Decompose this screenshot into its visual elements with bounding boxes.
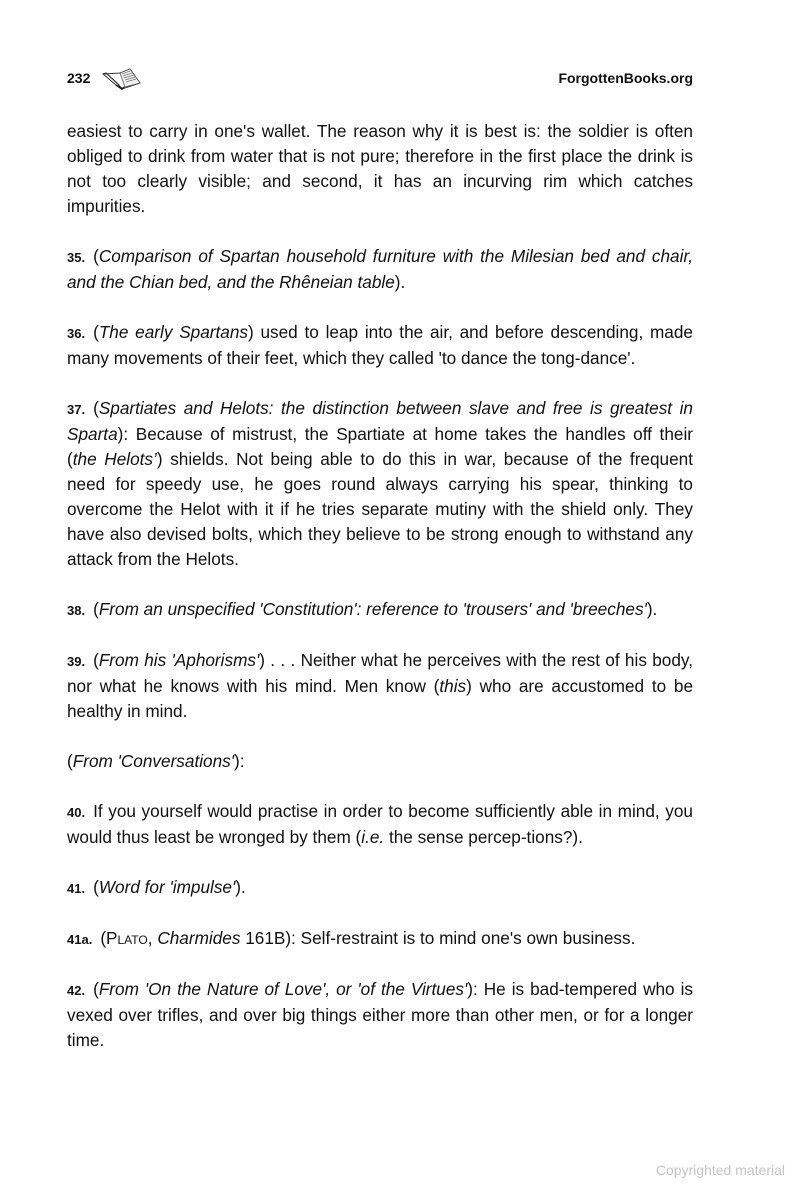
italic-text: From his 'Aphorisms' bbox=[98, 650, 260, 670]
fragment-number: 41. bbox=[67, 881, 86, 896]
italic-text: Charmides bbox=[157, 928, 241, 948]
text-segment: ). bbox=[235, 877, 246, 897]
text-segment: If you yourself would practise in order to become sufficiently able in mind, you would thus least be wronged by them ( bbox=[67, 801, 693, 847]
text-segment: ( bbox=[93, 877, 99, 897]
copyright-watermark: Copyrighted material bbox=[655, 1162, 785, 1178]
fragment-number: 42. bbox=[67, 983, 86, 998]
fragment-number: 38. bbox=[67, 603, 86, 618]
paragraph bbox=[67, 749, 693, 774]
fragment-number: 35. bbox=[67, 250, 86, 265]
paragraph bbox=[67, 119, 693, 219]
fragment-41 bbox=[67, 875, 693, 901]
italic-text: Comparison of Spartan household furniture with the Milesian bed and chair, and the Chian bed, and the Rhêneian table bbox=[67, 246, 693, 292]
text-segment: ( bbox=[93, 979, 99, 999]
fragment-number: 39. bbox=[67, 654, 86, 669]
text-segment: ): He is bad-tempered who is vexed over trifles, and over big things either more than other men, or for a longer time. bbox=[67, 979, 694, 1050]
fragment-number: 36. bbox=[67, 326, 86, 341]
fragment-42 bbox=[67, 977, 693, 1053]
text-segment: ( bbox=[93, 599, 99, 619]
text-segment: ) shields. Not being able to do this in war, because of the frequent need for speedy use, he goes round always carrying his spear, thinking to overcome the Helot with it if he tries separate mutiny with the shield only. They have also devised bolts, which they believe to be strong enough to withstand any attack from the Helots. bbox=[67, 449, 693, 569]
italic-text: The early Spartans bbox=[98, 322, 248, 342]
italic-text: From 'On the Nature of Love', or 'of the Virtues' bbox=[98, 979, 468, 999]
header-left bbox=[67, 65, 144, 91]
fragment-36 bbox=[67, 320, 693, 371]
body-text bbox=[67, 119, 693, 1078]
text-segment: easiest to carry in one's wallet. The reason why it is best is: the soldier is often obliged to drink from water that is not pure; therefore in the first place the drink is not too clearly visible; and second, it has an incurving rim which catches impurities. bbox=[67, 121, 693, 216]
fragment-number: 37. bbox=[67, 402, 86, 417]
small-caps-text: Plato bbox=[106, 928, 148, 948]
fragment-35 bbox=[67, 244, 693, 295]
text-segment: ( bbox=[100, 928, 107, 948]
text-segment: ) used to leap into the air, and before descending, made many movements of their feet, which they called 'to dance the tong-dance'. bbox=[67, 322, 693, 368]
text-segment: ): Because of mistrust, the Spartiate at home takes the handles off their ( bbox=[67, 424, 693, 469]
italic-text: From 'Conversations' bbox=[72, 751, 235, 771]
text-segment: , bbox=[147, 928, 158, 948]
text-segment: ) who are accustomed to be healthy in mind. bbox=[67, 676, 693, 721]
text-segment: the sense percep-tions?). bbox=[384, 827, 583, 847]
site-name: ForgottenBooks.org bbox=[558, 70, 693, 86]
open-book-icon bbox=[100, 65, 144, 91]
text-segment: ( bbox=[93, 322, 99, 342]
text-segment: ) . . . Neither what he perceives with the rest of his body, nor what he knows with his mind. Men know ( bbox=[67, 650, 693, 696]
text-segment: ( bbox=[67, 751, 73, 771]
text-segment: ( bbox=[93, 398, 99, 418]
italic-text: the Helots’ bbox=[72, 449, 157, 469]
text-segment: 161B): Self-restraint is to mind one's own business. bbox=[240, 928, 636, 948]
fragment-38 bbox=[67, 597, 693, 623]
italic-text: Word for 'impulse' bbox=[98, 877, 236, 897]
fragment-40 bbox=[67, 799, 693, 850]
text-segment: ( bbox=[93, 246, 99, 266]
italic-text: i.e. bbox=[361, 827, 385, 847]
fragment-number: 40. bbox=[67, 805, 86, 820]
fragment-41a bbox=[67, 926, 693, 952]
fragment-number: 41a. bbox=[67, 932, 93, 947]
text-segment: ). bbox=[646, 599, 658, 619]
text-segment: ): bbox=[234, 751, 245, 771]
fragment-39 bbox=[67, 648, 693, 724]
page-header bbox=[67, 66, 693, 90]
italic-text: From an unspecified 'Constitution': reference to 'trousers' and 'breeches' bbox=[98, 599, 647, 619]
page-number: 232 bbox=[67, 70, 91, 86]
text-segment: ( bbox=[93, 650, 99, 670]
text-segment: ). bbox=[394, 272, 406, 292]
italic-text: this bbox=[439, 676, 467, 696]
fragment-37 bbox=[67, 396, 693, 572]
italic-text: Spartiates and Helots: the distinction between slave and free is greatest in Sparta bbox=[67, 398, 693, 444]
